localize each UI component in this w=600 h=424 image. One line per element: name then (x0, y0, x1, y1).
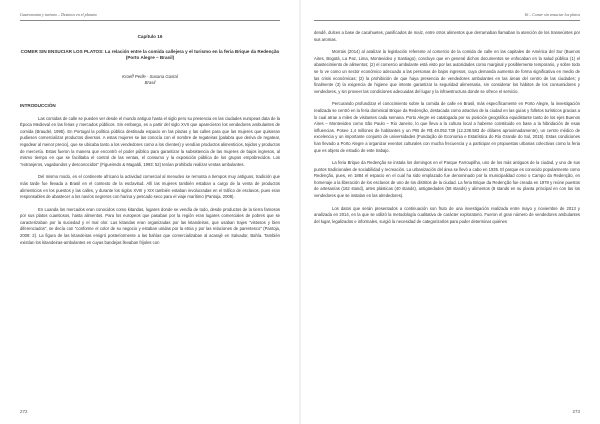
running-head-left (20, 10, 280, 21)
paragraph: Los datos que serán presentados a continuación son fruto de una investigación realizada entre mayo y noviembre de 2013 y analizada en 2014, en la que se utilizó la metodología cualitativa de carácter exploratorio. Fueron el gran número de vendedores ambulantes del lugar, legalizados e informales, surgió la necesidad de categorizarlos para poder determinar quiénes (314, 205, 580, 224)
paragraph: Las comidas de calle se pueden ver desde el mundo antiguo hasta el siglo pero su presencia en las ciudades europeas data de la Época Medieval en las ferias y mercados públicos. Sin embargo, es a partir del siglo XVII que aparecieron los vendedores ambulantes de comida (Braudel, 1995). En Portugal la política pública destinada espacio en las plazas y las calles para que las mujeres que quisieran pudiesen comercializar productos diversos. A estas mujeres se las conocía con el nombre de regateiras (palabra que deriva de regatear, regodear al menor precio), que se ubicaba tanto a los vendedores como a los clientes) y vendían productos alimenticios, tejidos y productos de mercería. Estas fueron la manera que encontró el poder público para garantizar la subsistencia de las mujeres de bajos ingresos, al mismo tiempo en que se facilitaba el control de las ventas, el consumo y la exposición pública de los grupos empobrecidos. Los "extranjeros, vagabundos y desconocidos" (Figueiredo & Magaldi, 1993: 52) tenían prohibido realizar ventas ambulantes. (20, 115, 280, 167)
page-number-right: 273 (572, 409, 580, 414)
chapter-title: COMER SIN ENSUCIAR LOS PLATOS: La relación entre la comida callejera y el turismo en la feria Brique da Redenção (Porto Alegre – Brasil) (20, 48, 280, 61)
chapter-author: Kroeff Perlle - Susana Gastal (122, 73, 178, 79)
chapter-label: Capítulo 16 (137, 34, 163, 39)
right-body-text (314, 30, 580, 396)
paragraph: Percurando profundizar el conocimiento sobre la comida de calle en Brasil, más específicamente en Porto Alegre, la investigación realizada se centró en la feria dominical Brique da Redenção, destacada como atractivo de la ciudad en las guías y folletos turísticos gracias a lo cual atrae a miles de visitantes cada semana. Porto Alegre es catalogada por su posición geográfica equidistante tanto de los ejes Buenos Aires – Montevideo como São Paulo – Rio Janeiro, lo que lleva a la cultura local a haberse constituido en base a la hibridación de esas influencias. Posee 1,4 millones de habitantes y un PIB de R$ 48.052.739 (12.238.583 de dólares aproximadamente), un centro médico de excelencia y un importante conjunto de universidades (Fundação de Economia e Estatística do Rio Grande do Sul, 2015). Estas condiciones han llevado a Porto Alegre a organizar eventos culturales con mucha frecuencia y a participar en propuestas urbanas colectivas como la feria que es objeto de estudio de este trabajo. (314, 101, 580, 153)
left-body-text (20, 30, 280, 396)
paragraph: La feria Brique da Redenção se instala los domingos en el Parque Farroupilha, uno de los más antiguos de la ciudad, y uno de sus puntos tradicionales de sociabilidad y recreación. La urbanización del área se llevó a cabo en 1935. El parque es conocido popularmente como Redenção, pues, en 1884 el espacio en el cual ha sido emplazado fue denominado por la municipalidad como o Campo da Redenção, en homenaje a la liberación de los esclavos de uno de los distritos de la ciudad. La feria Brique da Redenção fue creada en 1978 y reúne puestos de artesanías (162 stand), artes plásticas (40 stands), antigüedades (58 stands) y alimentos (8 stands en su planta principal en con las los vendedores que se instalan en las alrededores). (314, 160, 580, 199)
running-head-right (314, 10, 580, 21)
chapter-affiliation: Brasil (144, 80, 156, 86)
running-head-book-title: Gastronomia y turismo – Destinos en el planeta (20, 12, 97, 17)
page-number-left: 272 (20, 409, 28, 414)
paragraph: Del mismo modo, en el continente africano la actividad comercial al menudeo se remonta a tiempos muy antiguos, tradición que más tarde fue llevada a Brasil en el contexto de la esclavitud. Allí las mujeres también estaban a cargo de la venta de productos alimenticios en los puestos y las calles, y durante los siglos XVIII y XIX también estaban involucradas en el tráfico de esclavos, pues eran responsables de abastecer a los navíos negreros con harina y pescado seco para el viaje marítimo (Pantoja, 2008). (20, 174, 280, 200)
paragraph: En Luanda los mercados eran conocidos como kitandas, lugares donde se vendía de todo, desde productos de la tierra famosos por sus platos cuantiosos, hasta alimentos. Para los europeos que pasaban por la región eran lugares comerciales de pobres que se caracterizaban por la suciedad y el mal olor. Las kitandas eran organizadas por las kitandeiras, que usaban trajes "vistosos y bien diferenciados", se decía con "conforme el color de su negocio y estaban unidas por la etnia y por las relaciones de parentesco" (Pantoja, 2008: 2). La figura de las kitandeiras emigró posteriormente a las bahías que comercializaban al acarajé en Salvador, Bahía. También existían los kitandeiras-ambulantes en cuyas bandejas llevaban frijoles con (20, 206, 280, 245)
paragraph: dendê, dulces a base de cacahuetes, panificados de maíz, entre otros alimentos que derramaban llamaban la atención de los transeúntes por sus aromas. (314, 30, 580, 42)
paragraph: Morrais (2014) al analizar la legislación referente al comercio de la comida de calle en las capitales de América del Sur (Buenos Aires, Bogotá, La Paz, Lima, Montevideo y Santiago), concluye que en general dichos documentos se enfocaban en la salud pública (1) el abastecimiento de alimentos; (2) el comercio ambulante está visto por las autoridades como marginal y posiblemente temporario, y sobre todo se lo ve como un sector económico adecuado a las personas de bajos ingresos, cuya demanda aumenta de forma significativa en medio de las crisis económicas; (2) la prohibición de que haya presencia de vendedores ambulantes en las áreas del centro de las ciudades; y finalmente (3) la exigencia de higiene que intente garantizar la seguridad alimentaria, sin considerar los hábitos de los consumidores y vendedores, y sin proveer las condiciones adecuadas del lugar y la infraestructura donde se ofrece el servicio. (314, 49, 580, 94)
section-heading: INTRODUCCIÓN (20, 102, 56, 108)
running-head-chapter-title: 16 – Comer sin ensuciar los platos (524, 12, 580, 17)
right-page (300, 0, 600, 424)
